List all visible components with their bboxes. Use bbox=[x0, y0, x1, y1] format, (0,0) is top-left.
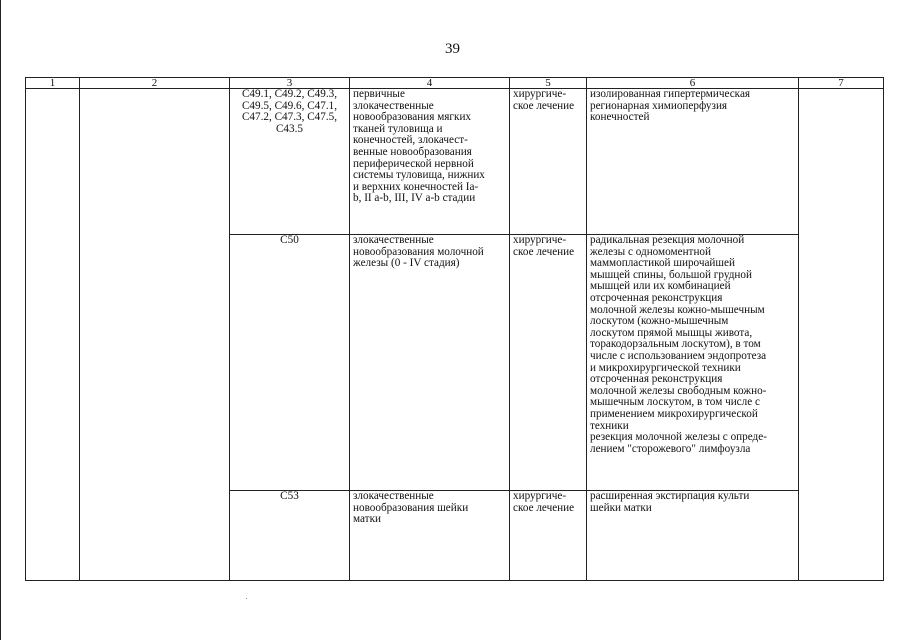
cell-text-line: новообразования молочной bbox=[353, 245, 484, 258]
cell-col7-empty bbox=[799, 89, 884, 581]
column-header-3: 3 bbox=[230, 78, 350, 89]
cell-text-line: молочной железы кожно-мышечным bbox=[590, 303, 765, 316]
cell-text-line: злокачественные bbox=[353, 490, 434, 502]
cell-text-line: венные новообразования bbox=[353, 145, 472, 158]
cell-col1-empty bbox=[26, 89, 80, 581]
cell-text-line: лоскутом (кожно-мышечным bbox=[590, 315, 729, 328]
cell-text-line: C53 bbox=[280, 490, 299, 502]
treatment-type-cell bbox=[510, 235, 587, 491]
cell-text-line: новообразования мягких bbox=[353, 111, 472, 124]
treatment-type-cell bbox=[510, 491, 587, 581]
cell-text-line: C49.1, C49.2, C49.3, bbox=[241, 88, 338, 100]
column-number-row bbox=[26, 78, 884, 89]
cell-text-line: шейки матки bbox=[590, 501, 652, 514]
cell-text-line: железы с одномоментной bbox=[590, 245, 712, 258]
cell-text-line: радикальная резекция молочной bbox=[590, 234, 745, 246]
cell-text-line: ское лечение bbox=[513, 501, 575, 514]
treatment-method-cell bbox=[587, 491, 799, 581]
cell-text-line: конечностей bbox=[590, 111, 650, 124]
cell-text-line: маммопластикой широчайшей bbox=[590, 257, 735, 270]
cell-text-line: первичные bbox=[353, 88, 405, 100]
cell-text-line: периферической нервной bbox=[353, 157, 474, 170]
cell-text-line: молочной железы свободным кожно- bbox=[590, 384, 767, 397]
cell-text-line: расширенная экстирпация культи bbox=[590, 490, 750, 502]
cell-text-line: C47.2, C47.3, C47.5, bbox=[241, 111, 338, 124]
column-header-4: 4 bbox=[350, 78, 510, 89]
cell-text-line: новообразования шейки bbox=[353, 501, 469, 514]
column-header-5: 5 bbox=[510, 78, 587, 89]
cell-text-line: злокачественные bbox=[353, 99, 434, 112]
cell-text-line: торакодорзальным лоскутом), в том bbox=[590, 338, 761, 351]
cell-text-line: применением микрохирургической bbox=[590, 407, 758, 420]
cell-text-line: техники bbox=[590, 419, 629, 432]
treatment-method-cell bbox=[587, 89, 799, 235]
cell-text-line: хирургиче- bbox=[513, 234, 567, 246]
treatment-method-cell bbox=[587, 235, 799, 491]
diagnosis-cell bbox=[350, 491, 510, 581]
cell-text-line: числе с использованием эндопротеза bbox=[590, 349, 767, 362]
cell-text-line: C50 bbox=[280, 234, 299, 246]
page-number: 39 bbox=[445, 41, 460, 57]
cell-text-line: мышцей или их комбинацией bbox=[590, 280, 731, 293]
left-margin-rule bbox=[0, 0, 1, 640]
cell-text-line: злокачественные bbox=[353, 234, 434, 246]
table-row bbox=[26, 89, 884, 235]
cell-text-line: отсроченная реконструкция bbox=[590, 291, 723, 304]
cell-text-line: регионарная химиоперфузия bbox=[590, 99, 728, 112]
cell-text-line: системы туловища, нижних bbox=[353, 169, 485, 182]
treatment-type-cell bbox=[510, 89, 587, 235]
diagnosis-cell bbox=[350, 89, 510, 235]
cell-text-line: ское лечение bbox=[513, 245, 575, 258]
cell-text-line: лением "сторожевого" лимфоузла bbox=[590, 442, 751, 455]
diagnosis-cell bbox=[350, 235, 510, 491]
cell-text-line: и верхних конечностей Ia- bbox=[353, 180, 479, 193]
cell-text-line: конечностей, злокачест- bbox=[353, 134, 468, 147]
cell-text-line: C43.5 bbox=[275, 122, 304, 135]
cell-text-line: изолированная гипертермическая bbox=[590, 88, 751, 100]
cell-text-line: ское лечение bbox=[513, 99, 575, 112]
cell-col2-empty bbox=[80, 89, 230, 581]
cell-text-line: матки bbox=[353, 513, 381, 526]
column-header-7: 7 bbox=[799, 78, 884, 89]
cell-text-line: C49.5, C49.6, C47.1, bbox=[241, 99, 338, 112]
icd-codes-cell bbox=[230, 89, 350, 235]
cell-text-line: мышцей спины, большой грудной bbox=[590, 268, 752, 281]
cell-text-line: хирургиче- bbox=[513, 88, 567, 100]
cell-text-line: отсроченная реконструкция bbox=[590, 373, 723, 386]
cell-text-line: лоскутом прямой мышцы живота, bbox=[590, 326, 753, 339]
cell-text-line: мышечным лоскутом, в том числе с bbox=[590, 396, 760, 409]
column-header-1: 1 bbox=[26, 78, 80, 89]
cell-text-line: железы (0 - IV стадия) bbox=[353, 257, 460, 270]
icd-codes-cell bbox=[230, 491, 350, 581]
icd-codes-cell bbox=[230, 235, 350, 491]
cell-text-line: b, II a-b, III, IV a-b стадии bbox=[353, 192, 476, 205]
cell-text-line: хирургиче- bbox=[513, 490, 567, 502]
column-header-6: 6 bbox=[587, 78, 799, 89]
cell-text-line: резекция молочной железы с опреде- bbox=[590, 431, 767, 444]
scan-artifact bbox=[246, 598, 247, 599]
cell-text-line: тканей туловища и bbox=[353, 122, 443, 135]
column-header-2: 2 bbox=[80, 78, 230, 89]
cell-text-line: и микрохирургической техники bbox=[590, 361, 741, 374]
medical-care-table bbox=[25, 77, 884, 581]
